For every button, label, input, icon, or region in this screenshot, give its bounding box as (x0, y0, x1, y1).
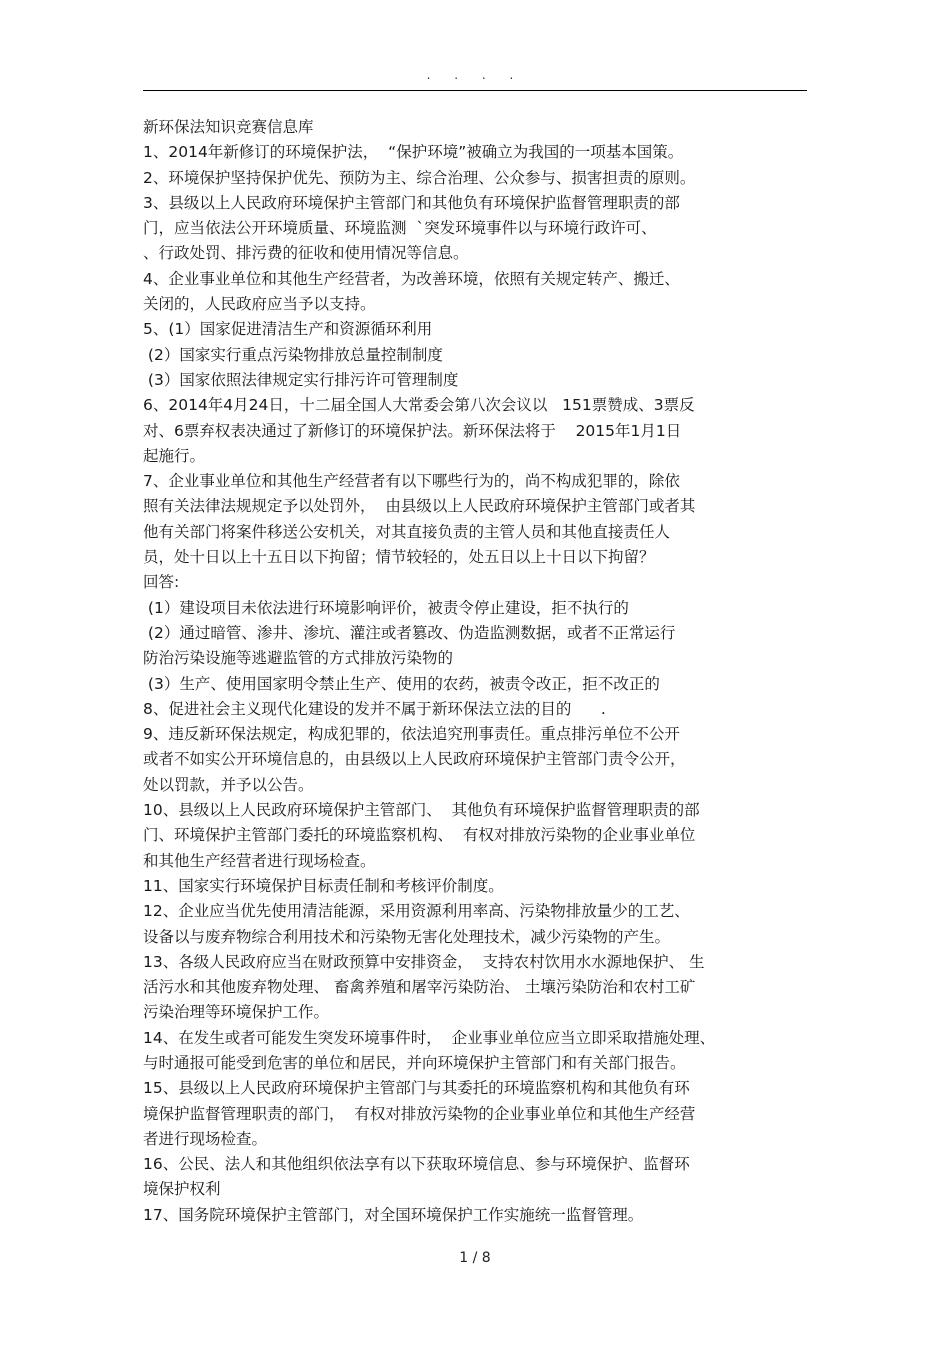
document-line: 10、县级以上人民政府环境保护主管部门、 其他负有环境保护监督管理职责的部 (143, 801, 700, 820)
document-line: 与时通报可能受到危害的单位和居民，并向环境保护主管部门和有关部门报告。 (143, 1053, 686, 1072)
document-line: 对、6票弃权表决通过了新修订的环境保护法。新环保法将于 2015年1月1日 (143, 421, 682, 440)
document-line: 8、促进社会主义现代化建设的发并不属于新环保法立法的目的 . (143, 699, 606, 718)
document-line: 或者不如实公开环境信息的，由县级以上人民政府环境保护主管部门责令公开， (143, 750, 686, 769)
document-line: 照有关法律法规规定予以处罚外， 由县级以上人民政府环境保护主管部门或者其 (143, 497, 696, 516)
document-line: 污染治理等环境保护工作。 (143, 1003, 330, 1022)
document-line: 回答: (143, 573, 180, 592)
document-line: (3）国家依照法律规定实行排污许可管理制度 (143, 370, 459, 389)
document-line: 设备以与废弃物综合利用技术和污染物无害化处理技术，减少污染物的产生。 (143, 927, 671, 946)
document-line: 15、县级以上人民政府环境保护主管部门与其委托的环境监察机构和其他负有环 (143, 1079, 690, 1098)
document-line: 7、企业事业单位和其他生产经营者有以下哪些行为的，尚不构成犯罪的，除依 (143, 472, 680, 491)
document-line: 他有关部门将案件移送公安机关，对其直接负责的主管人员和其他直接责任人 (143, 522, 671, 541)
document-line: 6、2014年4月24日，十二届全国人大常委会第八次会议以 151票赞成、3票反 (143, 396, 695, 415)
header-rule (143, 90, 807, 91)
document-line: 17、国务院环境保护主管部门，对全国环境保护工作实施统一监督管理。 (143, 1205, 644, 1224)
document-line: (1）建设项目未依法进行环境影响评价，被责令停止建设，拒不执行的 (143, 598, 629, 617)
document-line: 3、县级以上人民政府环境保护主管部门和其他负有环境保护监督管理职责的部 (143, 193, 680, 212)
document-line: 、行政处罚、排污费的征收和使用情况等信息。 (143, 244, 469, 263)
document-line: 员，处十日以上十五日以下拘留；情节较轻的，处五日以上十日以下拘留？ (143, 548, 655, 567)
document-line: (2）国家实行重点污染物排放总量控制制度 (143, 345, 443, 364)
document-line: 者进行现场检查。 (143, 1129, 268, 1148)
document-line: 和其他生产经营者进行现场检查。 (143, 851, 376, 870)
document-line: 1、2014年新修订的环境保护法， “保护环境”被确立为我国的一项基本国策。 (143, 143, 684, 162)
document-line: 门，应当依法公开环境质量、环境监测 `突发环境事件以与环境行政许可、 (143, 219, 657, 238)
page-indicator: 1 / 8 (459, 1250, 491, 1266)
document-line: (3）生产、使用国家明令禁止生产、使用的农药，被责令改正，拒不改正的 (143, 674, 660, 693)
document-line: 9、违反新环保法规定，构成犯罪的，依法追究刑事责任。重点排污单位不公开 (143, 725, 680, 744)
document-line: 起施行。 (143, 446, 206, 465)
document-line: 14、在发生或者可能发生突发环境事件时， 企业事业单位应当立即采取措施处理、 (143, 1028, 716, 1047)
document-line: 16、公民、法人和其他组织依法享有以下获取环境信息、参与环境保护、监督环 (143, 1155, 690, 1174)
document-body (143, 115, 813, 1228)
document-line: 处以罚款，并予以公告。 (143, 775, 314, 794)
header-dots: . . . . (426, 68, 524, 82)
document-line: 防治污染设施等逃避监管的方式排放污染物的 (143, 649, 454, 668)
document-line: 2、环境保护坚持保护优先、预防为主、综合治理、公众参与、损害担责的原则。 (143, 168, 696, 187)
document-line: 关闭的，人民政府应当予以支持。 (143, 295, 376, 314)
document-line: 活污水和其他废弃物处理、 畜禽养殖和屠宰污染防治、 土壤污染防治和农村工矿 (143, 978, 696, 997)
document-line: (2）通过暗管、渗井、渗坑、灌注或者篡改、伪造监测数据，或者不正常运行 (143, 623, 676, 642)
document-line: 门、环境保护主管部门委托的环境监察机构、 有权对排放污染物的企业事业单位 (143, 826, 696, 845)
document-line: 11、国家实行环境保护目标责任制和考核评价制度。 (143, 876, 504, 895)
document-line: 5、(1）国家促进清洁生产和资源循环利用 (143, 320, 433, 339)
document-line: 境保护权利 (143, 1180, 221, 1199)
document-title: 新环保法知识竞赛信息库 (143, 118, 314, 136)
document-line: 12、企业应当优先使用清洁能源，采用资源利用率高、污染物排放量少的工艺、 (143, 902, 690, 921)
document-line: 13、各级人民政府应当在财政预算中安排资金， 支持农村饮用水水源地保护、 生 (143, 952, 705, 971)
document-line: 4、企业事业单位和其他生产经营者，为改善环境，依照有关规定转产、搬迁、 (143, 269, 680, 288)
document-line: 境保护监督管理职责的部门， 有权对排放污染物的企业事业单位和其他生产经营 (143, 1104, 696, 1123)
